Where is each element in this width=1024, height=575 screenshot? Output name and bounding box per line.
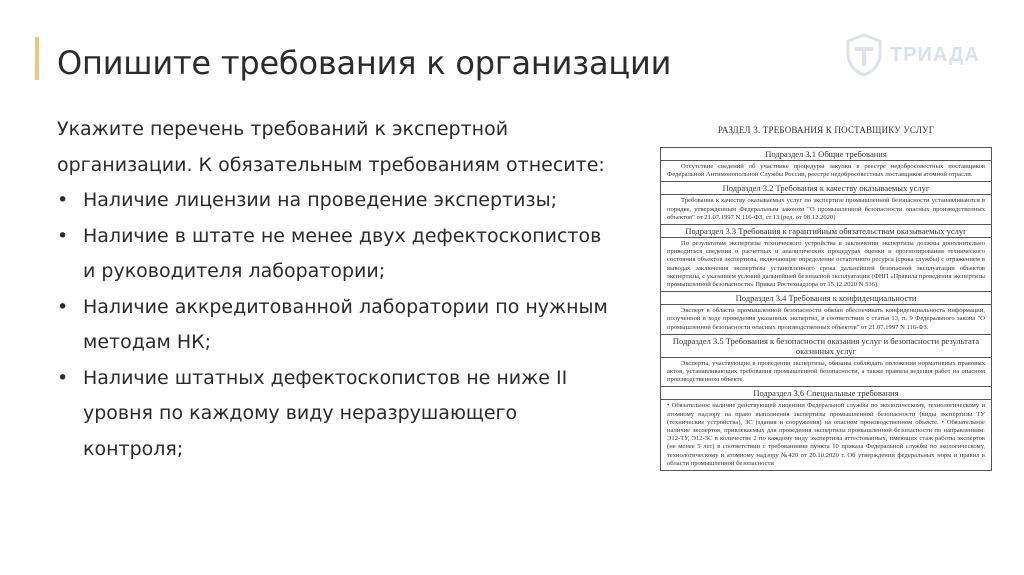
list-item — [57, 361, 617, 468]
subsection-text: Требования к качеству оказываемых услуг по экспертизе промышленной безопасности устанавливаются в порядке, утвержденным Федеральным законом "О промышленной безопасности опасных производственных объектов" от 21.07.1997 N 116-ФЗ, ст.13.(ред. от 08.12.2020) — [661, 195, 991, 225]
triada-logo — [842, 32, 982, 78]
list-item-text: Наличие штатных дефектоскопистов не ниже II уровня по каждому виду неразрушающего контроля; — [83, 366, 568, 460]
document-title: РАЗДЕЛ 3. ТРЕБОВАНИЯ К ПОСТАВЩИКУ УСЛУГ — [717, 125, 935, 135]
list-item — [57, 219, 617, 290]
list-item-text: Наличие в штате не менее двух дефектоскопистов и руководителя лаборатории; — [83, 224, 602, 282]
list-item — [57, 290, 617, 361]
document-excerpt — [658, 117, 994, 554]
list-item-text: Наличие лицензии на проведение экспертизы; — [83, 189, 557, 211]
subsection-heading: Подраздел 3.2 Требования к качеству оказываемых услуг — [661, 182, 991, 195]
subsection-text: По результатам экспертизы технического устройства в заключении экспертизы должны дополнительно приводиться сведения о расчетных и аналитических процедурах оценки и прогнозирования технического состояния объектов экспертизы, включающие определение остаточного ресурса (срока службы) с отражением в выводах заключения экспертизы установленного срока дальнейшей безопасной эксплуатации объектов экспертизы, с указанием условий дальнейшей безопасной эксплуатации (ФНП «Правила проведения экспертизы промышленной безопасности» Приказ Ростехнадзора от 15.12.2020 N 536). — [661, 238, 991, 292]
bullet-marker: • — [57, 224, 69, 247]
slide-body — [57, 112, 617, 467]
requirements-table — [660, 147, 992, 471]
list-item — [57, 183, 617, 219]
subsection-text: Эксперт в области промышленной безопасности обязан обеспечивать конфиденциальность информации, полученной в ходе проведения указанных экспертиз, в соответствии с статья 13, п. 9 Федерального закона "О промышленной безопасности опасных производственных объектов" от 21.07.1997 N 116-ФЗ. — [661, 305, 991, 335]
subsection-text: • Обязательное наличие действующей лицензии Федеральной службы по экологическому, технологическому и атомному надзору на право выполнения экспертизы промышленной безопасности (виды экспертизы ТУ (технические устройства), ЗС (здания и сооружения) на опасном производственном объекте. • Обязательное наличие экспертов, привлекаемых для проведения экспертизы промышленной безопасности по направлениям: Э12-ТУ, Э12-ЗС в количестве 2 по каждому виду экспертизы аттестованных, имеющих стаж работы экспертов (не менее 5 лет) в соответствии с требованиями пункта 10 приказа Федеральной службы по экологическому, технологическому и атомному надзору №420 от 20.10.2020 г. Об утверждении федеральных норм и правил в области промышленной безопасности — [667, 402, 985, 467]
subsection-heading: Подраздел 3.5 Требования к безопасности оказания услуг и безопасности результата оказанных услуг — [661, 335, 991, 358]
subsection-text: Эксперты, участвующие в проведении экспертизы, обязаны соблюдать положения нормативных правовых актов, устанавливающих требования промышленной безопасности, а также правила ведения работ на опасном производственном объекте. — [661, 358, 991, 388]
bullet-marker: • — [57, 189, 69, 211]
subsection-heading: Подраздел 3.1 Общие требования — [661, 148, 991, 161]
intro-text: Укажите перечень требований к экспертной организации. К обязательным требованиям отнесите: — [57, 118, 605, 176]
requirements-list — [57, 183, 617, 467]
logo-text: ТРИАДА — [890, 44, 980, 66]
shield-logo-icon — [844, 32, 884, 78]
bullet-marker: • — [57, 366, 69, 389]
subsection-heading: Подраздел 3.6 Специальные требования — [661, 387, 991, 400]
slide-title: Опишите требования к организации — [57, 44, 672, 82]
list-item-text: Наличие аккредитованной лаборатории по нужным методам НК; — [83, 295, 608, 353]
bullet-marker: • — [57, 295, 69, 318]
subsection-heading: Подраздел 3.3 Требования к гарантийным обязательствам оказываемых услуг — [661, 225, 991, 238]
subsection-text: Отсутствие сведений об участнике процедуры закупки в реестре недобросовестных поставщиков Федеральной Антимонопольной Службы России, реестре недобросовестных поставщиков атомной отрасли. — [661, 161, 991, 182]
title-accent-bar — [35, 37, 39, 80]
subsection-heading: Подраздел 3.4 Требования к конфиденциальности — [661, 292, 991, 305]
